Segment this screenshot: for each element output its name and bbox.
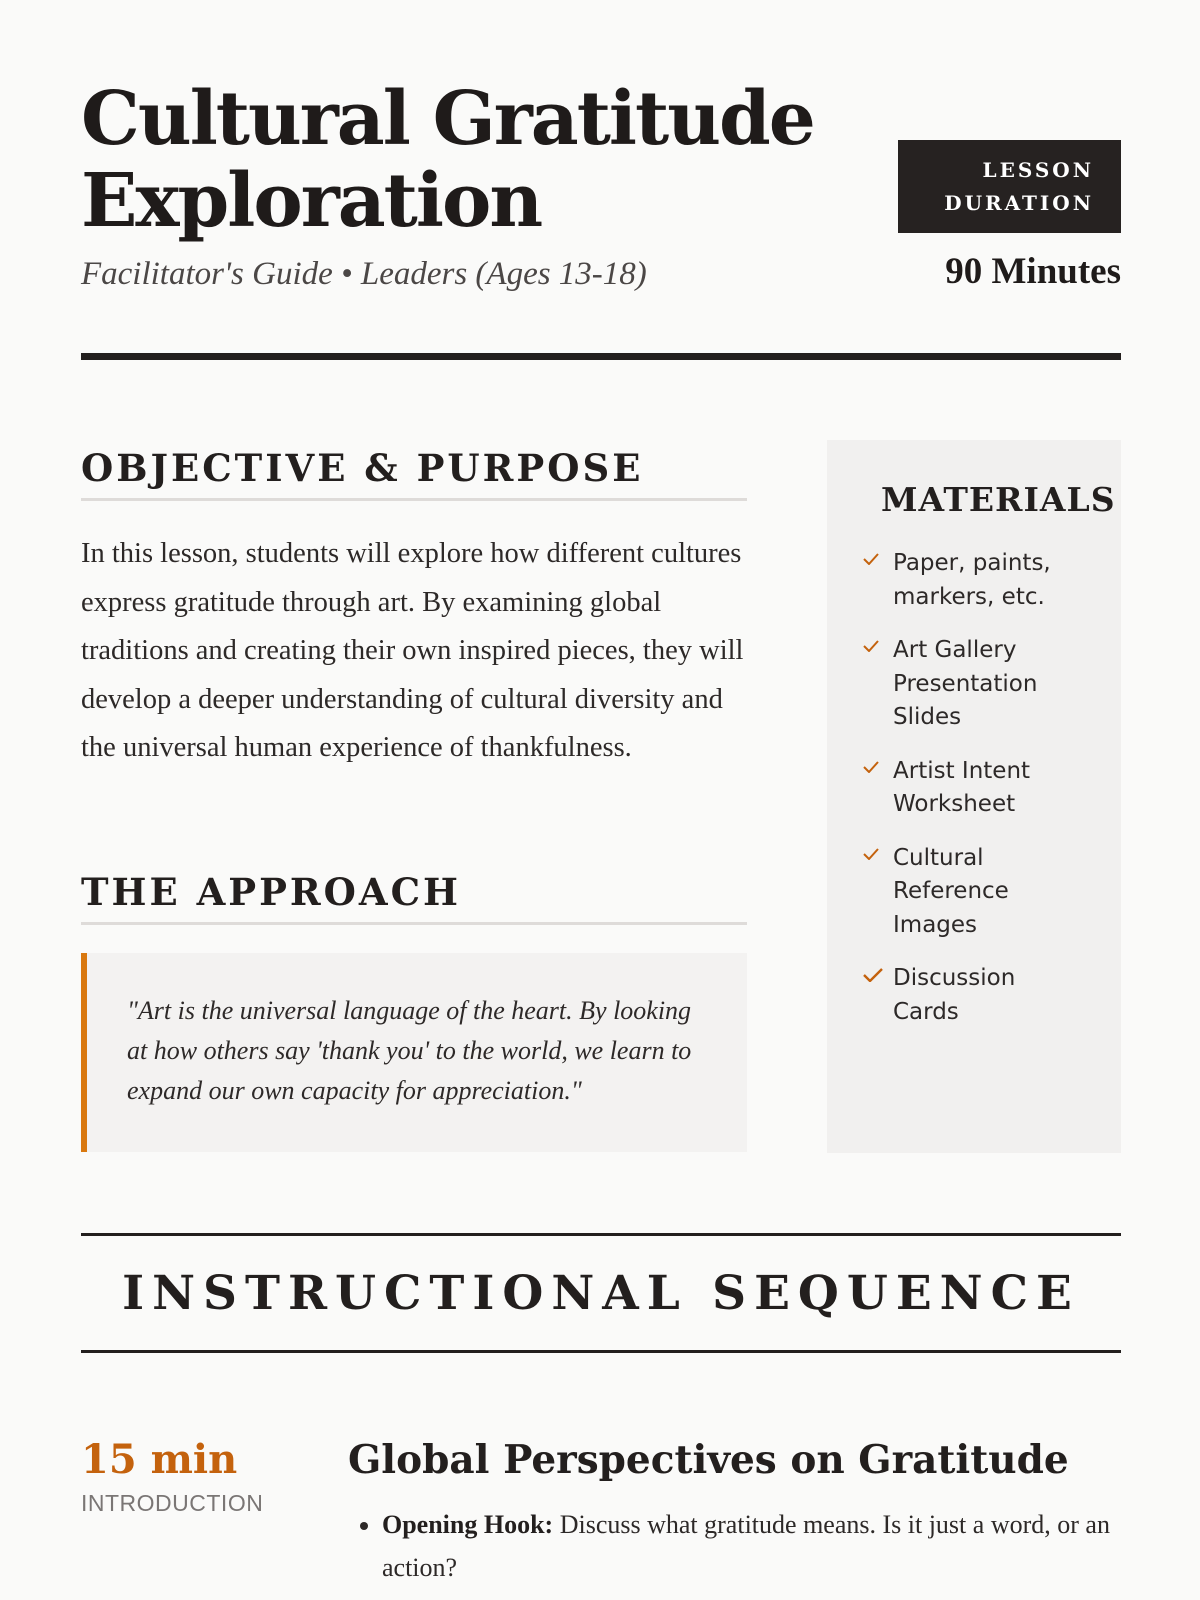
page-title: Cultural Gratitude Exploration	[81, 76, 814, 244]
sequence-heading: INSTRUCTIONAL SEQUENCE	[122, 1266, 1080, 1321]
materials-panel	[827, 440, 1121, 1153]
step-phase: INTRODUCTION	[81, 1490, 264, 1516]
lesson-page	[81, 0, 1121, 1600]
approach-quote-box	[81, 953, 747, 1152]
header-divider	[81, 353, 1121, 360]
list-item	[863, 755, 1121, 822]
bullet-label: Opening Hook:	[382, 1510, 554, 1539]
material-label: Paper, paints, markers, etc.	[893, 550, 1051, 610]
checkmark-icon	[863, 968, 893, 982]
approach-quote: "Art is the universal language of the heart. By looking at how others say 'thank you' to the world, we learn to expand our own capacity for appreciation."	[127, 996, 692, 1105]
bullet-text: Discuss what gratitude means. Is it just a word, or an action?	[382, 1510, 1110, 1582]
step-time: 15 min	[81, 1436, 238, 1483]
approach-heading: THE APPROACH	[81, 870, 747, 925]
checkmark-icon	[863, 848, 893, 860]
duration-badge: LESSON DURATION	[898, 140, 1121, 233]
sequence-top-rule	[81, 1233, 1121, 1236]
material-label: Art Gallery Presentation Slides	[893, 637, 1038, 730]
checkmark-icon	[863, 553, 893, 565]
checkmark-icon	[863, 761, 893, 773]
list-item	[863, 547, 1121, 614]
material-label: Cultural Reference Images	[893, 844, 1009, 938]
sequence-bottom-rule	[81, 1350, 1121, 1353]
material-label: Artist Intent Worksheet	[893, 757, 1031, 817]
material-label: Discussion Cards	[893, 965, 1016, 1025]
objective-heading: OBJECTIVE & PURPOSE	[81, 446, 747, 501]
duration-value: 90 Minutes	[945, 251, 1121, 292]
step-bullets	[348, 1503, 1142, 1589]
materials-heading: MATERIALS	[881, 480, 1116, 519]
page-subtitle: Facilitator's Guide • Leaders (Ages 13-18)	[81, 256, 647, 292]
list-item	[863, 634, 1121, 735]
list-item	[382, 1503, 1142, 1589]
step-title: Global Perspectives on Gratitude	[348, 1437, 1069, 1483]
objective-text: In this lesson, students will explore how different cultures express gratitude through art. By examining global traditions and creating their own inspired pieces, they will develop a deeper understanding of cultural diversity and the universal human experience of thankfulness.	[81, 538, 744, 763]
list-item	[863, 842, 1121, 943]
materials-list	[863, 547, 1121, 1029]
list-item	[863, 962, 1121, 1029]
checkmark-icon	[863, 640, 893, 652]
